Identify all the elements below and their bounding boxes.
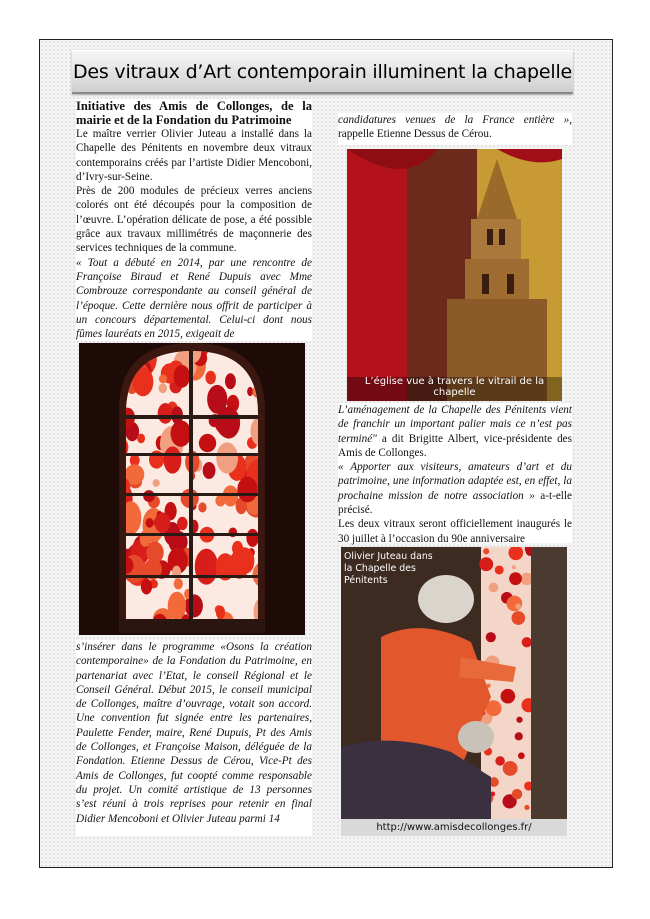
right-column-top [338,113,572,145]
quote-brigitte-attribution: a dit Brigitte Albert, vice-présidente des Amis de Collonges. [338,432,572,459]
title-banner [72,50,573,94]
paragraph-quote-start: « Tout a débuté en 2014, par une rencontre de Françoise Biraud et René Dupuis avec Mme Combrouze correspondante au conseil général de l’époque. Cette dernière nous offrit de participer à un concours départemental. Celui-ci dont nous fûmes lauréats en 2015, exigeait de [76,256,312,341]
page-title: Des vitraux d’Art contemporain illuminent la chapelle [72,60,573,83]
church-photo [347,149,562,401]
paragraph-inauguration: Les deux vitraux seront officiellement inaugurés le 30 juillet à l’occasion du 90e anniversaire [338,518,572,545]
paragraph-modules: Près de 200 modules de précieux verres anciens colorés ont été découpés pour la composition de l’œuvre. L’opération délicate de pose, a été possible grâce aux travaux millimétrés de maçonnerie des services techniques de la commune. [76,185,312,255]
artist-photo-caption: Olivier Juteau dans la Chapelle des Pénitents [344,551,433,586]
quote-brigitte: L’aménagement de la Chapelle des Pénitents vient de franchir un important palier mais ce n’est pas terminé" [338,404,572,445]
article-heading: Initiative des Amis de Collonges, de la mairie et de la Fondation du Patrimoine [76,99,312,127]
left-column-upper [76,99,312,341]
stained-glass-photo [79,343,305,635]
right-column-middle [338,403,572,543]
quote-attribution: rappelle Etienne Dessus de Cérou. [338,128,492,141]
quote-end: candidatures venues de la France entière », [338,114,572,126]
website-url[interactable]: http://www.amisdecollonges.fr/ [341,819,567,836]
left-column-lower [76,640,312,836]
paragraph-program: s’insérer dans le programme «Osons la création contemporaine» de la Fondation du Patrimoine, en partenariat avec l’Etat, le conseil Régional et le Conseil Général. Début 2015, le conseil municipal de Collonges, maître d’ouvrage, votait son accord. Une convention fut signée entre les partenaires, Paulette Fender, maire, René Dupuis, Pt des Amis de Collonges, et Françoise Maison, déléguée de la Fondation. Etienne Dessus de Cérou, Vice-Pt des Amis de Collonges, fut coopté comme responsable du projet. Un comité artistique de 13 personnes s’est réuni à trois reprises pour retenir en final Didier Mencoboni et Olivier Juteau parmi 14 [76,641,312,825]
artist-photo [341,547,567,819]
quote-mission-attribution: a-t-elle précisé. [338,489,572,517]
church-photo-caption: L’église vue à travers le vitrail de la chapelle [364,376,545,398]
quote-mission: « Apporter aux visiteurs, amateurs d’art et du patrimoine, une information adaptée est, en effet, la prochaine mission de notre association » [338,461,572,502]
paragraph-intro: Le maître verrier Olivier Juteau a installé dans la Chapelle des Pénitents en novembre deux vitraux contemporains créés par l’artiste Didier Mencoboni, d’Ivry-sur-Seine. [76,128,312,183]
